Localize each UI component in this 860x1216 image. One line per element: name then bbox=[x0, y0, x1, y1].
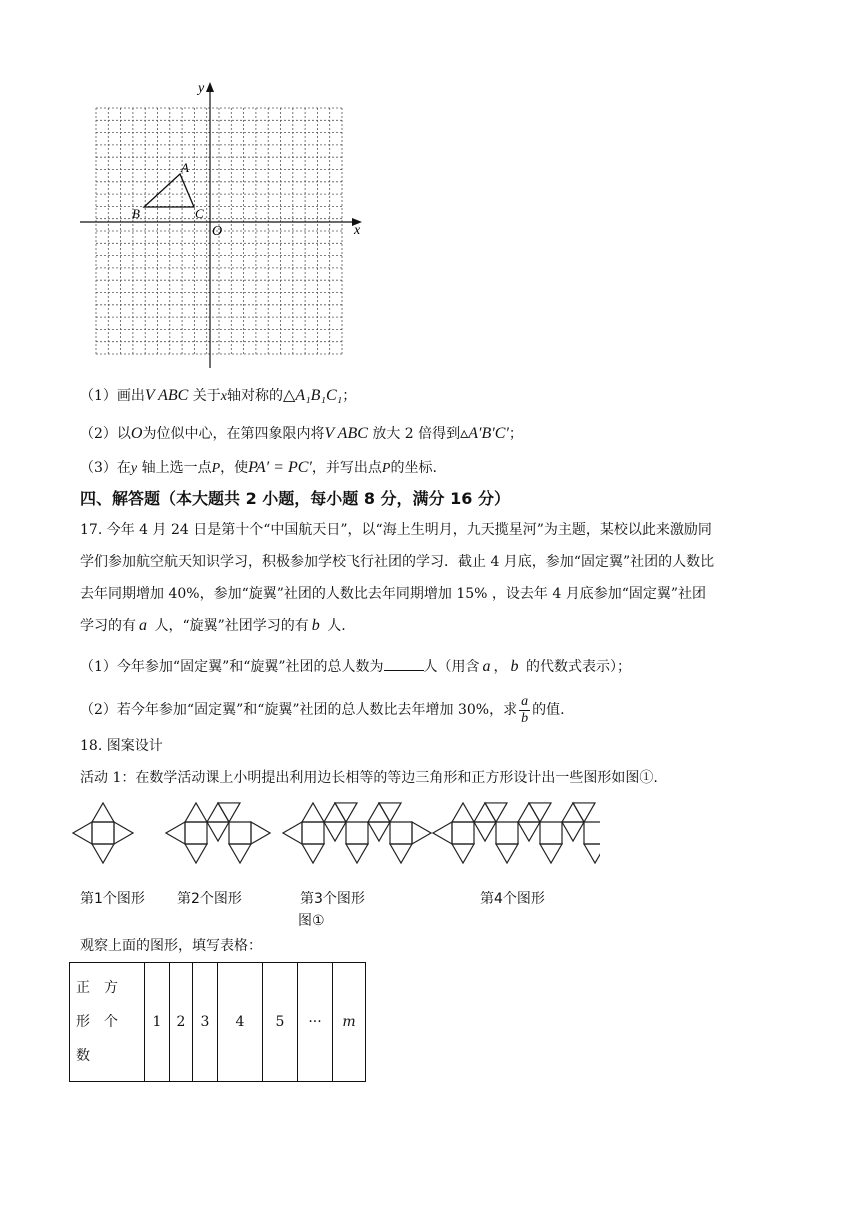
caption-figure-4: 第4个图形 bbox=[480, 891, 545, 907]
answer-blank[interactable] bbox=[384, 656, 424, 671]
q16-part3-prefix: （3）在 bbox=[80, 460, 131, 476]
q16-part2-end: ； bbox=[508, 426, 523, 442]
q16-part2-center: O bbox=[130, 425, 143, 442]
q17-part2 bbox=[80, 690, 565, 730]
q16-part1-mid: 关于 bbox=[188, 388, 221, 404]
origin-label: O bbox=[212, 224, 223, 239]
q17-part1 bbox=[80, 656, 631, 677]
point-c-label: C bbox=[195, 206, 204, 221]
q17-part1-var-a: a bbox=[482, 658, 491, 675]
figure-label: 图① bbox=[298, 913, 325, 929]
q17-line4-c: 人. bbox=[322, 618, 346, 634]
q16-part1-suffix: 轴对称的 bbox=[227, 388, 284, 404]
q18-observe: 观察上面的图形，填写表格： bbox=[80, 938, 262, 954]
q17-part1-comma: ， bbox=[493, 659, 508, 675]
q17-var-a: a bbox=[139, 617, 147, 634]
triangle-abc bbox=[144, 174, 194, 207]
table-cell: ··· bbox=[298, 963, 333, 1082]
q18-activity: 活动 1：在数学活动课上小明提出利用边长相等的等边三角形和正方形设计出一些图形如图①. bbox=[80, 770, 658, 786]
header-line-1: 正 方 bbox=[76, 980, 118, 996]
header-line-3: 数 bbox=[76, 1048, 90, 1064]
q17-part2-a: （2）若今年参加“固定翼”和“旋翼”社团的总人数比去年增加 30%，求 bbox=[80, 702, 518, 718]
q16-part1-axis: x bbox=[220, 389, 228, 404]
q16-part2-triangle: V ABC bbox=[324, 425, 368, 442]
q16-part2 bbox=[80, 424, 523, 444]
header-line-2: 形 个 bbox=[76, 1014, 118, 1030]
q17-line1: 17. 今年 4 月 24 日是第十个“中国航天日”，以“海上生明月，九天揽星河”为主题，某校以此来激励同 bbox=[80, 522, 712, 538]
q18-title: 18. 图案设计 bbox=[80, 738, 163, 754]
point-b-label: B bbox=[132, 206, 140, 221]
q16-part3-point2: P bbox=[381, 461, 391, 476]
point-a-label: A bbox=[181, 160, 189, 175]
q16-part3 bbox=[80, 458, 437, 479]
q16-part1 bbox=[80, 386, 356, 407]
q16-part1-target: △A₁B₁C₁ bbox=[283, 387, 343, 404]
q16-part2-prefix: （2）以 bbox=[80, 426, 131, 442]
q16-part3-equation: PA′ = PC′ bbox=[248, 459, 312, 476]
q17-stem bbox=[80, 514, 780, 642]
q16-part3-end: 的坐标. bbox=[390, 460, 437, 476]
q17-part2-b: 的值. bbox=[532, 702, 565, 718]
section-heading: 四、解答题（本大题共 2 小题，每小题 8 分，满分 16 分） bbox=[80, 489, 510, 508]
q17-part1-f: 的代数式表示）； bbox=[521, 659, 631, 675]
caption-figure-1: 第1个图形 bbox=[80, 891, 145, 907]
table-header-cell bbox=[70, 963, 145, 1082]
q17-line3: 去年同期增加 40%，参加“旋翼”社团的人数比去年同期增加 15% ，设去年 4 月底参加“固定翼”社团 bbox=[80, 586, 707, 602]
q17-part1-var-b: b bbox=[510, 658, 519, 675]
q16-part3-suffix: ，并写出点 bbox=[311, 460, 382, 476]
y-axis-label: y bbox=[198, 81, 205, 96]
q17-line4 bbox=[80, 610, 780, 642]
q16-part3-mid: 轴上选一点 bbox=[137, 460, 212, 476]
coordinate-grid-figure bbox=[70, 76, 370, 376]
q17-line4-b: 人，“旋翼”社团学习的有 bbox=[150, 618, 309, 634]
q17-part1-b: 人（用含 bbox=[423, 659, 480, 675]
x-axis-label: x bbox=[354, 223, 361, 238]
caption-figure-2: 第2个图形 bbox=[177, 891, 242, 907]
pattern-figures bbox=[70, 794, 600, 884]
fraction-a-over-b bbox=[519, 694, 530, 727]
q17-part1-a: （1）今年参加“固定翼”和“旋翼”社团的总人数为 bbox=[80, 659, 384, 675]
q17-line2: 学们参加航空航天知识学习，积极参加学校飞行社团的学习．截止 4 月底，参加“固定翼”社团的人数比 bbox=[80, 554, 715, 570]
q16-part1-end: ； bbox=[342, 388, 357, 404]
q17-line4-a: 学习的有 bbox=[80, 618, 136, 634]
table-cell: 5 bbox=[263, 963, 298, 1082]
q16-part2-target: ▵A′B′C′ bbox=[460, 425, 509, 442]
table-cell: 3 bbox=[193, 963, 218, 1082]
table-cell: 4 bbox=[218, 963, 263, 1082]
q16-part3-mid2: ，使 bbox=[220, 460, 249, 476]
table-cell: 2 bbox=[170, 963, 193, 1082]
q16-part3-point: P bbox=[211, 461, 221, 476]
q16-part3-axis: y bbox=[130, 461, 138, 476]
caption-figure-3: 第3个图形 bbox=[300, 891, 365, 907]
q16-part2-mid: 为位似中心，在第四象限内将 bbox=[142, 426, 325, 442]
fraction-numerator: a bbox=[521, 693, 529, 709]
q16-part1-triangle: V ABC bbox=[144, 387, 189, 404]
fraction-denominator: b bbox=[521, 710, 529, 726]
q17-var-b: b bbox=[311, 617, 320, 634]
q16-part2-suffix: 放大 2 倍得到 bbox=[367, 426, 461, 442]
q16-part1-prefix: （1）画出 bbox=[80, 388, 145, 404]
y-axis-arrow bbox=[206, 82, 214, 92]
square-count-table bbox=[69, 962, 366, 1082]
table-cell: m bbox=[333, 963, 366, 1082]
table-cell: 1 bbox=[145, 963, 170, 1082]
